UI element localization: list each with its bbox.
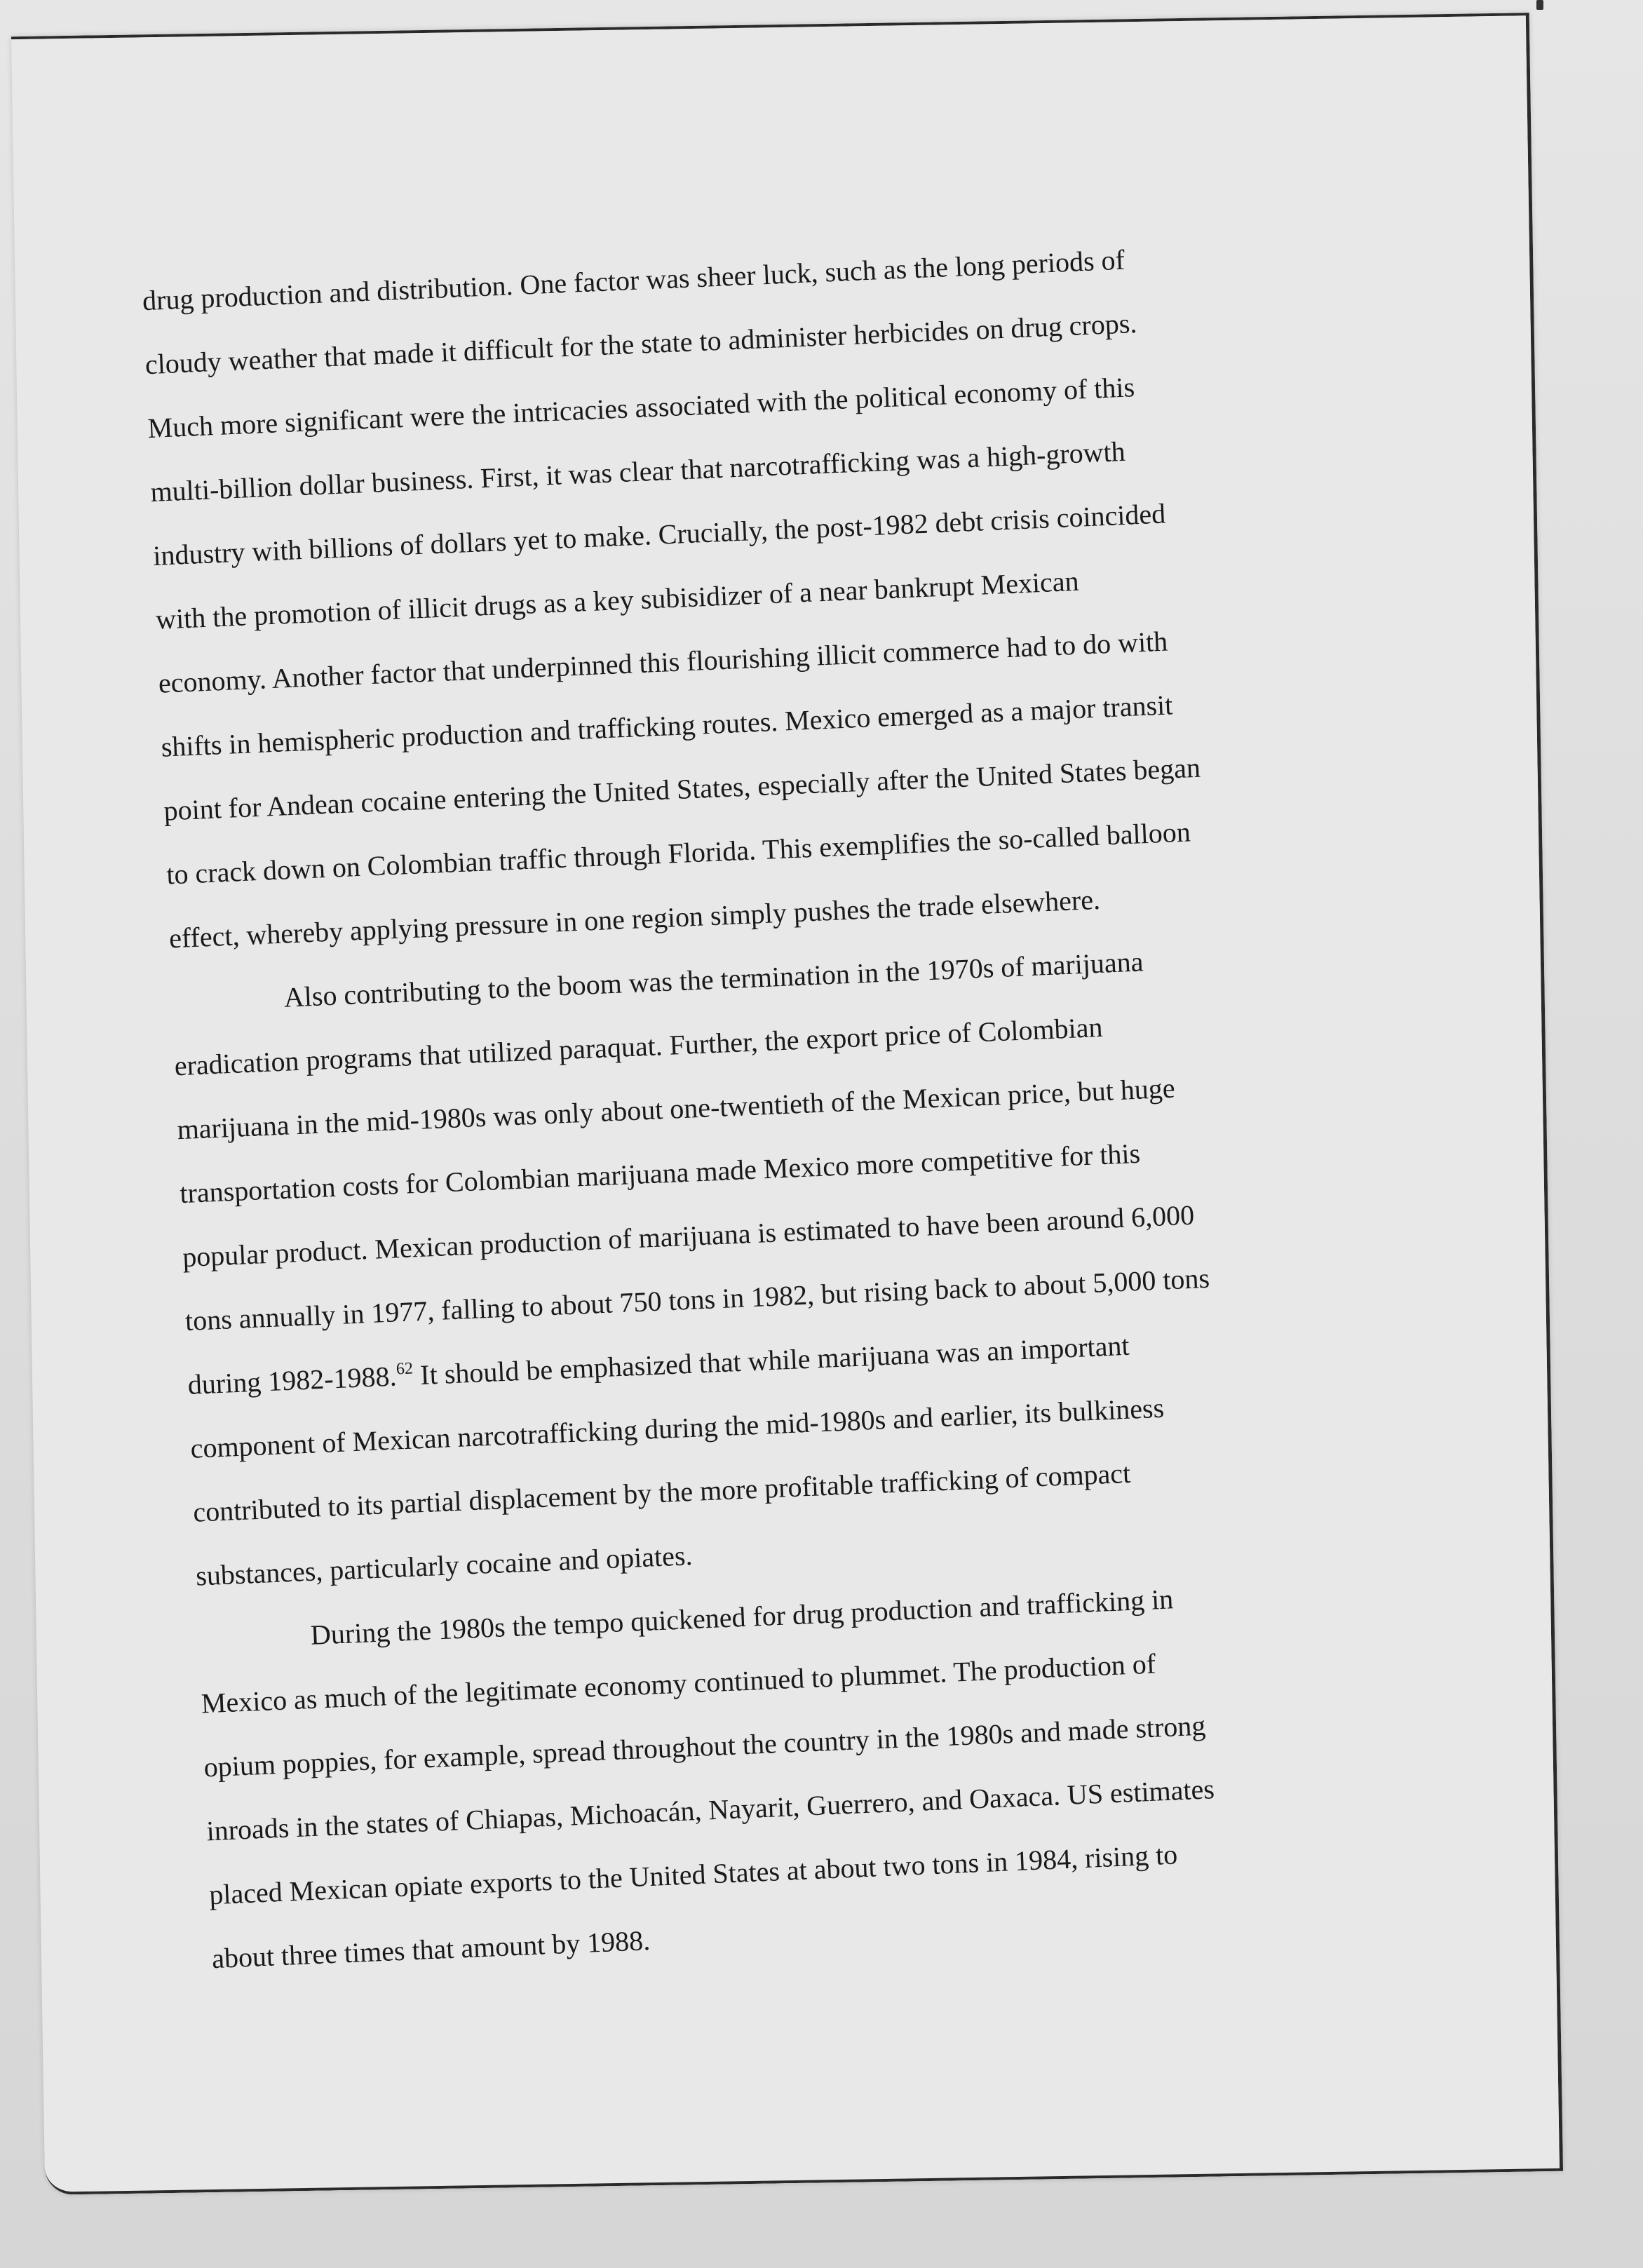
text-line: Much more significant were the intricacies associated with the political economy of this: [147, 371, 1135, 445]
text-line: transportation costs for Colombian marijuana made Mexico more competitive for this: [179, 1137, 1141, 1210]
text-line: During the 1980s the tempo quickened for drug production and trafficking in: [310, 1583, 1175, 1651]
text-line: opium poppies, for example, spread throughout the country in the 1980s and made strong: [203, 1709, 1207, 1783]
text-line: substances, particularly cocaine and opiates.: [195, 1539, 694, 1592]
text-line: marijuana in the mid-1980s was only about one-twentieth of the Mexican price, but huge: [176, 1072, 1176, 1146]
text-line: industry with billions of dollars yet to make. Crucially, the post-1982 debt crisis coincided: [152, 497, 1166, 572]
text-line-start: during 1982-1988.: [187, 1360, 398, 1400]
text-line: popular product. Mexican production of marijuana is estimated to have been around 6,000: [182, 1199, 1195, 1274]
text-line: point for Andean cocaine entering the United States, especially after the United States began: [163, 751, 1201, 827]
text-line: cloudy weather that made it difficult for the state to administer herbicides on drug crops.: [144, 306, 1138, 381]
paragraph-opium: [197, 1558, 1390, 1990]
text-line: Mexico as much of the legitimate economy continued to plummet. The production of: [200, 1647, 1156, 1720]
text-line: placed Mexican opiate exports to the United States at about two tons in 1984, rising to: [208, 1838, 1179, 1911]
text-line: drug production and distribution. One factor was sheer luck, such as the long periods of: [142, 243, 1125, 317]
footnote-marker: 62: [395, 1359, 414, 1379]
text-line: eradication programs that utilized paraquat. Further, the export price of Colombian: [173, 1011, 1104, 1082]
text-line: tons annually in 1977, falling to about 750 tons in 1982, but rising back to about 5,000 tons: [184, 1262, 1210, 1337]
scan-edge-mark: [1536, 0, 1543, 10]
text-line: effect, whereby applying pressure in one region simply pushes the trade elsewhere.: [168, 883, 1101, 954]
text-line: inroads in the states of Chiapas, Michoacán, Nayarit, Guerrero, and Oaxaca. US estimates: [205, 1773, 1215, 1847]
document-page: [11, 13, 1563, 2195]
text-line: contributed to its partial displacement by the more profitable trafficking of compact: [192, 1457, 1131, 1528]
body-text: [141, 220, 1390, 1990]
paragraph-drug-production: [141, 220, 1347, 970]
text-line: shifts in hemispheric production and trafficking routes. Mexico emerged as a major transit: [160, 689, 1174, 763]
text-line: Also contributing to the boom was the termination in the 1970s of marijuana: [283, 945, 1144, 1013]
text-line: about three times that amount by 1988.: [211, 1924, 651, 1975]
text-line: multi-billion dollar business. First, it was clear that narcotrafficking was a high-growth: [149, 435, 1126, 508]
text-line-end: It should be emphasized that while marijuana was an important: [412, 1329, 1130, 1391]
text-line: to crack down on Colombian traffic through Florida. This exemplifies the so-called balloon: [165, 816, 1191, 891]
text-line: component of Mexican narcotrafficking during the mid-1980s and earlier, its bulkiness: [189, 1391, 1165, 1464]
paragraph-marijuana: [170, 921, 1374, 1608]
text-line: with the promotion of illicit drugs as a key subisidizer of a near bankrupt Mexican: [155, 565, 1080, 635]
text-line: economy. Another factor that underpinned this flourishing illicit commerce had to do with: [158, 625, 1169, 699]
